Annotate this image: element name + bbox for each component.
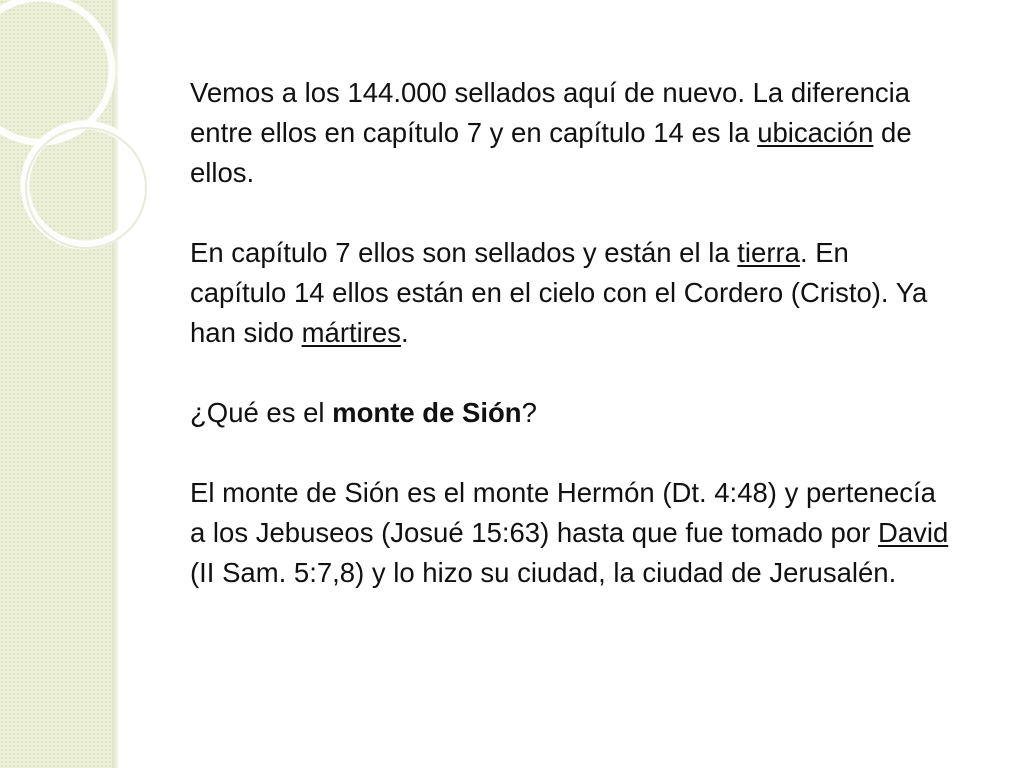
- paragraph2-text-a: En capítulo 7 ellos son sellados y están el la: [190, 237, 738, 268]
- paragraph-mount-zion: [190, 473, 950, 593]
- paragraph-spacer: [190, 193, 950, 233]
- decorative-circle-shadow: [26, 128, 146, 248]
- paragraph-spacer: [190, 433, 950, 473]
- question-text-a: ¿Qué es el: [190, 397, 333, 428]
- paragraph-sealed-intro: [190, 73, 950, 193]
- paragraph2-text-b: . En capítulo 14 ellos están en el cielo con el Cordero (Cristo). Ya han sido: [190, 237, 928, 348]
- paragraph-spacer: [190, 353, 950, 393]
- decorative-circle-large: [0, 0, 112, 142]
- slide-body: [190, 73, 950, 593]
- paragraph2-underlined-martyrs: mártires: [301, 317, 401, 348]
- decorative-circles: [0, 0, 220, 300]
- paragraph-chapters: [190, 233, 950, 353]
- paragraph3-underlined-david: David: [877, 517, 949, 548]
- question-bold-term: monte de Sión: [332, 397, 522, 428]
- paragraph2-underlined-earth: tierra: [737, 237, 800, 268]
- paragraph3-text-a: El monte de Sión es el monte Hermón (Dt. 4:48) y pertenecía a los Jebuseos (Josué 15:63) hasta que fue tomado por: [190, 477, 936, 548]
- paragraph3-text-b: (II Sam. 5:7,8) y lo hizo su ciudad, la ciudad de Jerusalén.: [190, 557, 897, 588]
- question-text-b: ?: [521, 397, 537, 428]
- question-zion: [190, 393, 950, 433]
- paragraph1-text-a: Vemos a los 144.000 sellados aquí de nuevo. La diferencia entre ellos en capítulo 7 y en capítulo 14 es la: [190, 77, 911, 148]
- paragraph1-text-b: de ellos.: [190, 117, 912, 188]
- paragraph2-text-c: .: [400, 317, 409, 348]
- paragraph1-underlined-term: ubicación: [757, 117, 874, 148]
